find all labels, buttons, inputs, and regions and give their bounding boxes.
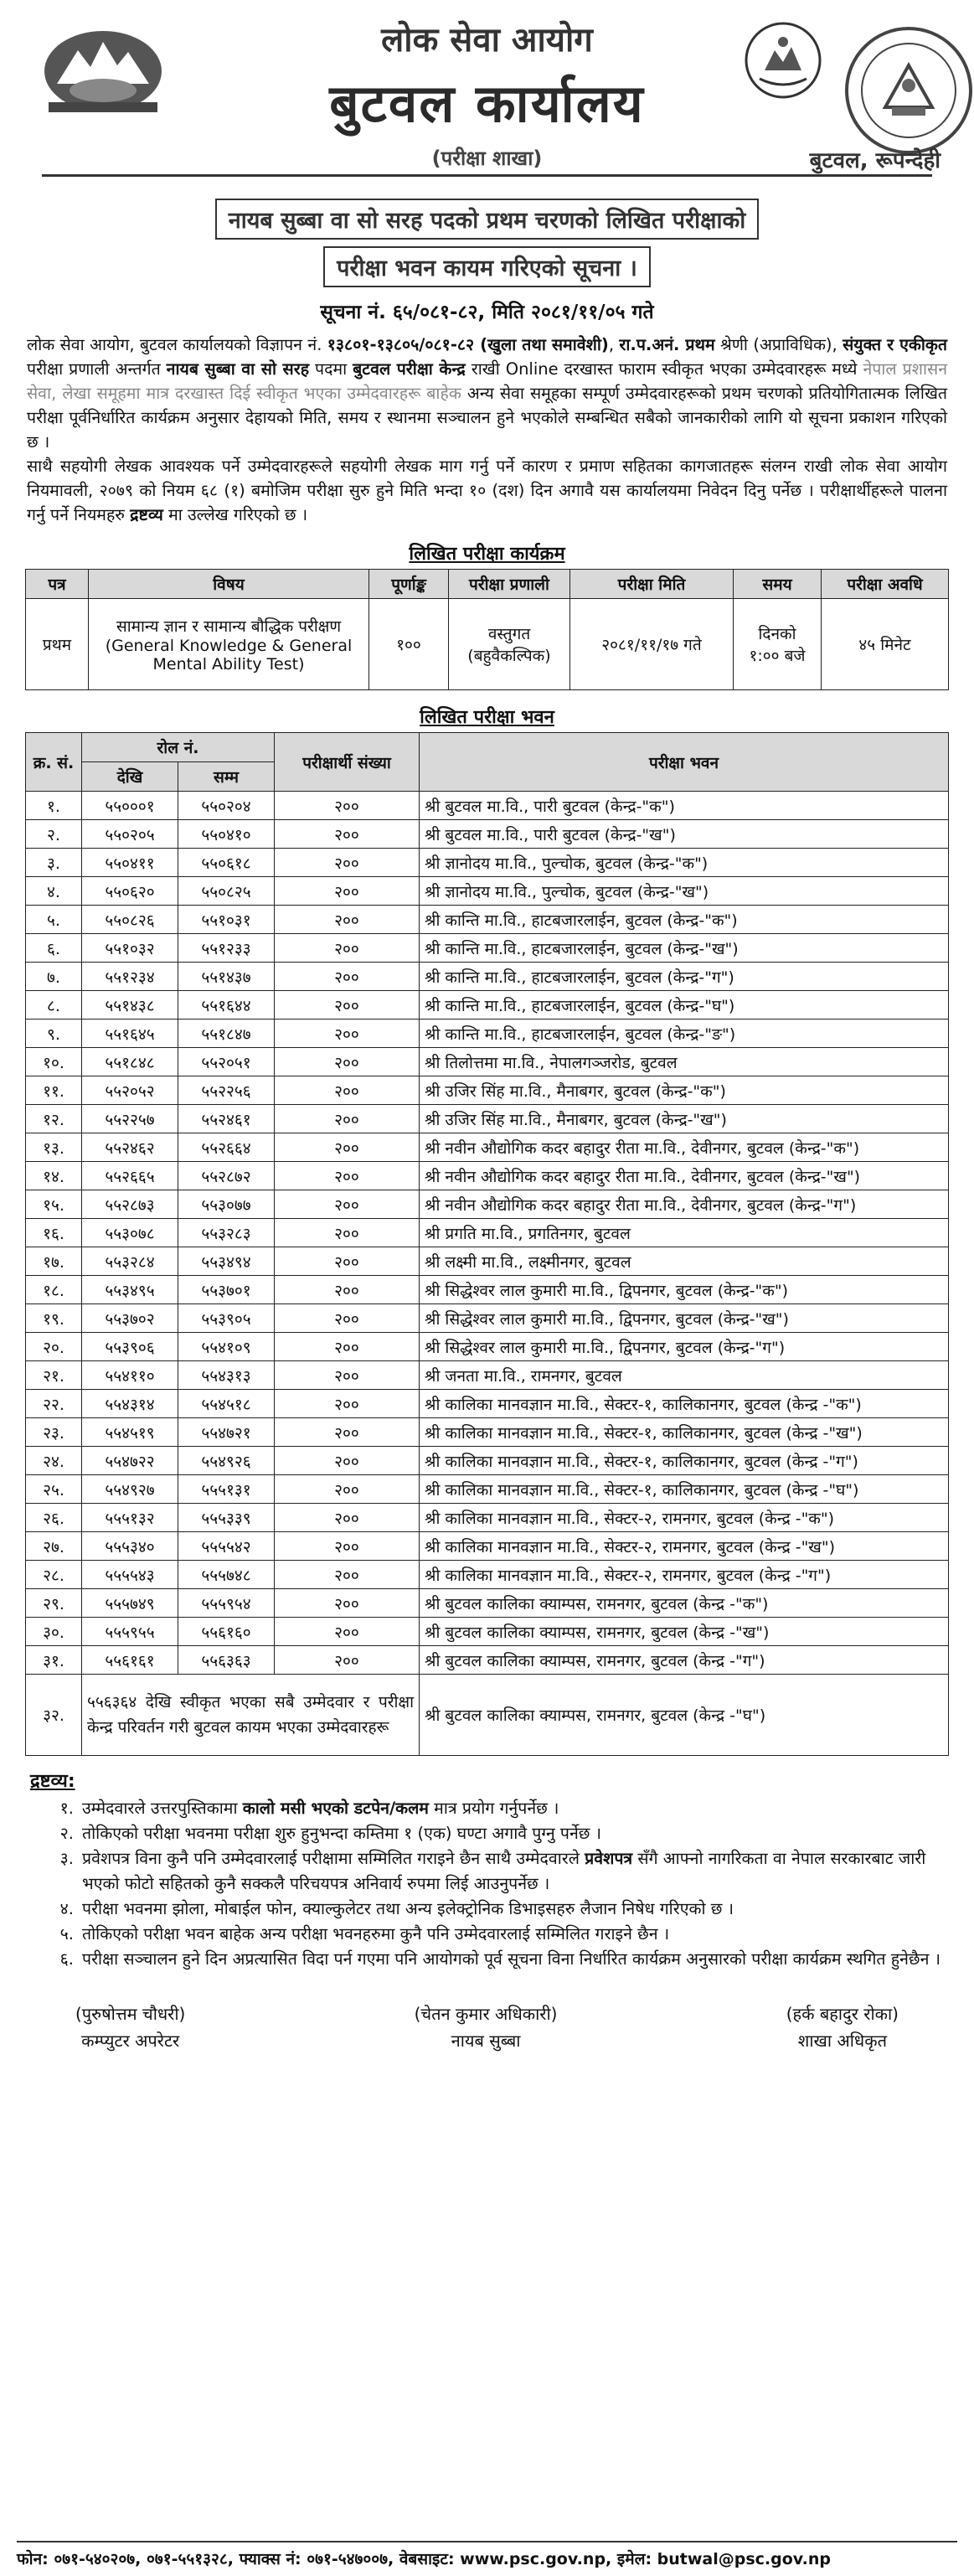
serial-cell: ४. [26,877,82,906]
header-cell: परीक्षार्थी संख्या [275,733,420,792]
count-cell: २०० [275,1561,420,1589]
note-text-part: मात्र प्रयोग गर्नुपर्नेछ । [428,1799,559,1818]
note-number: २. [59,1824,74,1843]
center-text: बुटवल परीक्षा केन्द्र [353,359,466,379]
table-row [26,1561,949,1589]
marks-cell: १०० [369,599,449,690]
roll-to-cell: ५५०४१० [178,820,275,849]
note-item [25,1846,949,1897]
notes-list [25,1796,949,1972]
serial-cell: २९. [26,1589,82,1618]
hall-cell: श्री उजिर सिंह मा.वि., मैनाबगर, बुटवल (केन्द्र-"क") [420,1076,949,1105]
notice-title-line1: नायब सुब्बा वा सो सरह पदको प्रथम चरणको लिखित परीक्षाको [215,199,760,240]
table-row [26,792,949,820]
serial-cell: २. [26,820,82,849]
count-cell: २०० [275,1219,420,1247]
table-header-row [26,733,949,762]
note-number: १. [59,1799,74,1818]
excluded-text: नेपाल प्रशासन सेवा, लेखा समूहमा मात्र दरखास्त दिई स्वीकृत भएका उम्मेदवारहरू बाहेक [27,359,948,403]
post-text: नायब सुब्बा वा सो सरह [166,359,310,379]
notice-title-line2: परीक्षा भवन कायम गरिएको सूचना । [323,246,651,287]
serial-cell: २३. [26,1418,82,1447]
roll-to-cell: ५५१०३१ [178,906,275,934]
hall-cell: श्री कालिका मानवज्ञान मा.वि., सेक्टर-२, रामनगर, बुटवल (केन्द्र -"ख") [420,1532,949,1561]
roll-from-cell: ५५३२८४ [82,1247,178,1276]
roll-from-cell: ५५२६६५ [82,1162,178,1190]
table-row [26,1675,949,1756]
roll-from-cell: ५५२४६२ [82,1133,178,1162]
hall-cell: श्री तिलोत्तमा मा.वि., नेपालगञ्जरोड, बुटवल [420,1048,949,1076]
count-cell: २०० [275,1646,420,1675]
signature-block [786,2000,899,2054]
table-row [26,1532,949,1561]
signer-title: शाखा अधिकृत [797,2031,887,2051]
note-number: ५. [59,1924,74,1944]
table-row [26,599,949,690]
roll-to-cell: ५५०८२५ [178,877,275,906]
table-row [26,1361,949,1390]
roll-from-cell: ५५०४११ [82,849,178,877]
note-item [25,1922,949,1947]
schedule-title [25,540,949,565]
signer-name: (पुरुषोत्तम चौधरी) [75,2004,186,2024]
count-cell: २०० [275,1361,420,1390]
roll-from-cell: ५५४९२७ [82,1475,178,1504]
hall-cell: श्री कान्ति मा.वि., हाटबजारलाईन, बुटवल (केन्द्र-"ग") [420,963,949,991]
roll-from-cell: ५५५३४० [82,1532,178,1561]
roll-to-cell: ५५४९२६ [178,1447,275,1475]
count-cell: २०० [275,1333,420,1361]
roll-to-cell: ५५४१०९ [178,1333,275,1361]
count-cell: २०० [275,1076,420,1105]
roll-to-cell: ५५४७२१ [178,1418,275,1447]
hall-cell: श्री कालिका मानवज्ञान मा.वि., सेक्टर-१, कालिकानगर, बुटवल (केन्द्र -"क") [420,1390,949,1418]
advert-number: १३८०१-१३८०५/०८१-८२ (खुला तथा समावेशी) [327,335,609,354]
header-cell: क्र. सं. [26,733,82,792]
header-cell: पूर्णाङ्क [369,570,449,599]
note-text-part: प्रवेशपत्र विना कुनै पनि उम्मेदवारलाई परीक्षामा सम्मिलित गराइने छैन साथै उम्मेदवारले [82,1849,585,1868]
count-cell: २०० [275,1133,420,1162]
note-number: ३. [59,1849,74,1868]
serial-cell: २७. [26,1532,82,1561]
signature-block [75,2000,185,2054]
note-text-part: परीक्षा भवनमा झोला, मोबाईल फोन, क्याल्कुलेटर तथा अन्य इलेक्ट्रोनिक डिभाइसहरु लैजान निषेध गरिएको छ । [82,1899,734,1918]
branch-name: (परीक्षा शाखा) [431,147,543,170]
hall-cell: श्री कालिका मानवज्ञान मा.वि., सेक्टर-२, रामनगर, बुटवल (केन्द्र -"ग") [420,1561,949,1589]
serial-cell: १८. [26,1276,82,1304]
roll-to-cell: ५५३९०५ [178,1304,275,1333]
serial-cell: ८. [26,991,82,1020]
serial-cell: ३१. [26,1646,82,1675]
time-line2: १:०० बजे [749,647,806,665]
hall-cell: श्री कालिका मानवज्ञान मा.वि., सेक्टर-१, कालिकानगर, बुटवल (केन्द्र -"घ") [420,1475,949,1504]
subject-np: सामान्य ज्ञान र सामान्य बौद्धिक परीक्षण [116,617,342,636]
roll-from-cell: ५५४७२२ [82,1447,178,1475]
roll-to-cell: ५५१६४४ [178,991,275,1020]
serial-cell: २६. [26,1504,82,1532]
count-cell: २०० [275,991,420,1020]
hall-cell: श्री उजिर सिंह मा.वि., मैनाबगर, बुटवल (केन्द्र-"ख") [420,1105,949,1133]
roll-to-cell: ५५४३१३ [178,1361,275,1390]
serial-cell: १०. [26,1048,82,1076]
hall-cell: श्री ज्ञानोदय मा.वि., पुल्चोक, बुटवल (केन्द्र-"क") [420,849,949,877]
table-row [26,1048,949,1076]
serial-cell: १३. [26,1133,82,1162]
serial-cell: ७. [26,963,82,991]
serial-cell: ५. [26,906,82,934]
table-row [26,1219,949,1247]
hall-cell: श्री नवीन औद्योगिक कदर बहादुर रीता मा.वि., देवीनगर, बुटवल (केन्द्र-"क") [420,1133,949,1162]
serial-cell: २१. [26,1361,82,1390]
hall-cell: श्री कान्ति मा.वि., हाटबजारलाईन, बुटवल (केन्द्र-"घ") [420,991,949,1020]
table-row [26,1504,949,1532]
intro-paragraph [27,333,947,454]
note-item [25,1947,949,1972]
roll-from-cell: ५५४३१४ [82,1390,178,1418]
roll-to-cell: ५५१४३७ [178,963,275,991]
serial-cell: ११. [26,1076,82,1105]
count-cell: २०० [275,1304,420,1333]
roll-from-cell: ५५२८७३ [82,1190,178,1219]
schedule-title-text: लिखित परीक्षा कार्यक्रम [409,544,565,565]
roll-to-cell: ५५३७०१ [178,1276,275,1304]
table-row [26,1162,949,1190]
system-line2: (बहुवैकल्पिक) [467,647,551,665]
hall-cell: श्री सिद्धेश्वर लाल कुमारी मा.वि., द्विपनगर, बुटवल (केन्द्र-"क") [420,1276,949,1304]
roll-to-cell: ५५३२८३ [178,1219,275,1247]
hall-cell: श्री सिद्धेश्वर लाल कुमारी मा.वि., द्विपनगर, बुटवल (केन्द्र-"ख") [420,1304,949,1333]
note-ref: द्रष्टव्य [130,505,163,524]
hall-cell: श्री बुटवल कालिका क्याम्पस, रामनगर, बुटवल (केन्द्र -"ग") [420,1646,949,1675]
roll-from-cell: ५५४५१९ [82,1418,178,1447]
text: लोक सेवा आयोग, बुटवल कार्यालयको विज्ञापन नं. [27,335,327,354]
text: राखी Online दरखास्त फाराम स्वीकृत भएका उम्मेदवारहरू मध्ये [465,359,863,379]
count-cell: २०० [275,1447,420,1475]
halls-table [25,732,949,1756]
roll-from-cell: ५५३४९५ [82,1276,178,1304]
note-text [82,1821,949,1846]
time-line1: दिनको [758,625,796,643]
header-cell: रोल नं. [82,733,275,762]
table-row [26,1190,949,1219]
signature-block [415,2000,558,2054]
roll-from-cell: ५५४११० [82,1361,178,1390]
table-row [26,1475,949,1504]
count-cell: २०० [275,1276,420,1304]
roll-to-cell: ५५४५१८ [178,1390,275,1418]
text: पदमा [309,359,353,379]
header-cell: परीक्षा अवधि [822,570,949,599]
roll-to-cell: ५५५७४८ [178,1561,275,1589]
table-row [26,1020,949,1048]
roll-from-cell: ५५१८४८ [82,1048,178,1076]
roll-from-cell: ५५३७०२ [82,1304,178,1333]
table-row [26,1276,949,1304]
count-cell: २०० [275,1589,420,1618]
roll-from-cell: ५५६१६१ [82,1646,178,1675]
roll-from-cell: ५५२०५२ [82,1076,178,1105]
serial-cell: १. [26,792,82,820]
roll-from-cell: ५५२२५७ [82,1105,178,1133]
note-text-part: सँगै आफ्नो नागरिकता वा नेपाल सरकारबाट जारी भएको फोटो सहितको कुनै सक्कलै परिचयपत्र अनिवार्य रुपमा लिई आउनुपर्नेछ । [82,1849,926,1893]
notes-title: द्रष्टव्य: [30,1771,75,1792]
count-cell: २०० [275,1105,420,1133]
hall-cell: श्री सिद्धेश्वर लाल कुमारी मा.वि., द्विपनगर, बुटवल (केन्द्र-"ग") [420,1333,949,1361]
roll-from-cell: ५५०६२० [82,877,178,906]
roll-to-cell: ५५२६६४ [178,1133,275,1162]
serial-cell: ३०. [26,1618,82,1646]
header-cell: परीक्षा प्रणाली [449,570,570,599]
table-row [26,849,949,877]
table-row [26,1390,949,1418]
halls-table-body [26,792,949,1756]
schedule-table [25,569,949,690]
header-cell: विषय [89,570,369,599]
note-item [25,1821,949,1846]
roll-description-cell: ५५६३६४ देखि स्वीकृत भएका सबै उम्मेदवार र परीक्षा केन्द्र परिवर्तन गरी बुटवल कायम भएका उम्मेदवारहरू [82,1675,420,1756]
notice-number: सूचना नं. ६५/०८१-८२, मिति २०८१/११/०५ गते [320,302,654,323]
note-emphasis: कालो मसी भएको डटपेन/कलम [242,1799,429,1818]
text: , [608,335,620,354]
serial-cell: १५. [26,1190,82,1219]
system-line1: वस्तुगत [487,625,531,643]
table-row [26,820,949,849]
notice-titles [25,195,949,291]
halls-title-text: लिखित परीक्षा भवन [420,707,554,728]
count-cell: २०० [275,877,420,906]
hall-cell: श्री बुटवल कालिका क्याम्पस, रामनगर, बुटवल (केन्द्र -"ख") [420,1618,949,1646]
signer-title: कम्प्युटर अपरेटर [81,2031,180,2051]
table-header-row [26,570,949,599]
note-item [25,1796,949,1821]
count-cell: २०० [275,906,420,934]
subject-en: (General Knowledge & General Mental Ability Test) [105,637,353,674]
note-emphasis: प्रवेशपत्र [585,1849,633,1868]
hall-cell: श्री कालिका मानवज्ञान मा.वि., सेक्टर-१, कालिकानगर, बुटवल (केन्द्र -"ख") [420,1418,949,1447]
header-cell: परीक्षा भवन [420,733,949,792]
roll-from-cell: ५५५१३२ [82,1504,178,1532]
text: मा उल्लेख गरिएको छ । [162,505,308,524]
table-row [26,1418,949,1447]
hall-cell: श्री कालिका मानवज्ञान मा.वि., सेक्टर-१, कालिकानगर, बुटवल (केन्द्र -"ग") [420,1447,949,1475]
table-row [26,1247,949,1276]
roll-to-cell: ५५३४९४ [178,1247,275,1276]
table-row [26,1304,949,1333]
hall-cell: श्री कान्ति मा.वि., हाटबजारलाईन, बुटवल (केन्द्र-"ख") [420,934,949,963]
roll-from-cell: ५५३९०६ [82,1333,178,1361]
hall-cell: श्री कान्ति मा.वि., हाटबजारलाईन, बुटवल (केन्द्र-"क") [420,906,949,934]
hall-cell: श्री कालिका मानवज्ञान मा.वि., सेक्टर-२, रामनगर, बुटवल (केन्द्र -"क") [420,1504,949,1532]
table-row [26,1646,949,1675]
serial-cell: ३. [26,849,82,877]
note-text [82,1922,949,1947]
office-name: बुटवल कार्यालय [329,73,645,134]
count-cell: २०० [275,934,420,963]
roll-from-cell: ५५१६४५ [82,1020,178,1048]
hall-cell: श्री नवीन औद्योगिक कदर बहादुर रीता मा.वि., देवीनगर, बुटवल (केन्द्र-"ख") [420,1162,949,1190]
roll-to-cell: ५५५३३९ [178,1504,275,1532]
date-cell: २०८१/११/१७ गते [570,599,734,690]
hall-cell: श्री बुटवल कालिका क्याम्पस, रामनगर, बुटवल (केन्द्र -"क") [420,1589,949,1618]
hall-cell: श्री ज्ञानोदय मा.वि., पुल्चोक, बुटवल (केन्द्र-"ख") [420,877,949,906]
table-row [26,991,949,1020]
roll-to-cell: ५५२८७२ [178,1162,275,1190]
hall-cell: श्री कान्ति मा.वि., हाटबजारलाईन, बुटवल (केन्द्र-"ङ") [420,1020,949,1048]
hall-cell: श्री बुटवल कालिका क्याम्पस, रामनगर, बुटवल (केन्द्र -"घ") [420,1675,949,1756]
office-address: बुटवल, रूपन्देही [809,148,941,173]
header-cell: समय [734,570,822,599]
roll-to-cell: ५५५५४२ [178,1532,275,1561]
note-text [82,1846,949,1897]
footer-contact: फोन: ०७१-५४०२०७, ०७१-५५१३२८, फ्याक्स नं: ०७१-५४७००७, वेबसाइट: www.psc.gov.np, इमेल: butwal@psc.gov.np [17,2541,957,2569]
org-name: लोक सेवा आयोग [381,20,593,59]
count-cell: २०० [275,849,420,877]
roll-from-cell: ५५५७४९ [82,1589,178,1618]
text: श्रेणी (अप्राविधिक), [714,335,843,354]
signer-title: नायब सुब्बा [451,2031,521,2051]
subject-cell [89,599,369,690]
count-cell: २०० [275,1390,420,1418]
note-text [82,1796,949,1821]
table-row [26,1447,949,1475]
time-cell [734,599,822,690]
note-text [82,1947,949,1972]
hall-cell: श्री नवीन औद्योगिक कदर बहादुर रीता मा.वि., देवीनगर, बुटवल (केन्द्र-"ग") [420,1190,949,1219]
paper-cell: प्रथम [26,599,89,690]
serial-cell: १२. [26,1105,82,1133]
roll-from-cell: ५५०२०५ [82,820,178,849]
count-cell: २०० [275,792,420,820]
header-cell: पत्र [26,570,89,599]
roll-from-cell: ५५५९५५ [82,1618,178,1646]
serial-cell: ६. [26,934,82,963]
table-row [26,1589,949,1618]
count-cell: २०० [275,1048,420,1076]
roll-from-cell: ५५१०३२ [82,934,178,963]
table-row [26,963,949,991]
serial-cell: १६. [26,1219,82,1247]
roll-to-cell: ५५३०७७ [178,1190,275,1219]
roll-to-cell: ५५२०५१ [178,1048,275,1076]
table-row [26,934,949,963]
helper-paragraph [27,454,947,527]
hall-cell: श्री प्रगति मा.वि., प्रगतिनगर, बुटवल [420,1219,949,1247]
note-text-part: परीक्षा सञ्चालन हुने दिन अप्रत्यासित विदा पर्न गएमा पनि आयोगको पूर्व सूचना विना निर्धारित कार्यक्रम अनुसारको परीक्षा कार्यक्रम स्थगित हुनेछैन । [82,1949,941,1969]
header-cell: परीक्षा मिति [570,570,734,599]
count-cell: २०० [275,1618,420,1646]
count-cell: २०० [275,1190,420,1219]
serial-cell: १४. [26,1162,82,1190]
roll-to-cell: ५५२४६१ [178,1105,275,1133]
text: अन्य सेवा समूहका सम्पूर्ण उम्मेदवारहरूको प्रथम चरणको प्रतियोगितात्मक लिखित परीक्षा पूर्वनिर्धारित कार्यक्रम अनुसार देहायको मिति, समय र स्थानमा सञ्चालन हुने भएकोले सम्बन्धित सबैको जानकारीको लागि यो सूचना प्रकाशन गरिएको छ । [27,384,948,452]
roll-to-cell: ५५५१३१ [178,1475,275,1504]
count-cell: २०० [275,1162,420,1190]
roll-from-cell: ५५३०७८ [82,1219,178,1247]
count-cell: २०० [275,1532,420,1561]
hall-cell: श्री बुटवल मा.वि., पारी बुटवल (केन्द्र-"क") [420,792,949,820]
table-row [26,1076,949,1105]
serial-cell: २४. [26,1447,82,1475]
header-divider [42,174,932,177]
serial-cell: ३२. [26,1675,82,1756]
note-text-part: तोकिएको परीक्षा भवन बाहेक अन्य परीक्षा भवनहरुमा कुनै पनि उम्मेदवारलाई सम्मिलित गराइने छैन । [82,1924,670,1944]
signer-name: (हर्क बहादुर रोका) [786,2004,899,2024]
table-row [26,906,949,934]
serial-cell: २०. [26,1333,82,1361]
serial-cell: २५. [26,1475,82,1504]
duration-cell: ४५ मिनेट [822,599,949,690]
roll-to-cell: ५५०६१८ [178,849,275,877]
halls-title [25,704,949,729]
hall-cell: श्री लक्ष्मी मा.वि., लक्ष्मीनगर, बुटवल [420,1247,949,1276]
hall-cell: श्री जनता मा.वि., रामनगर, बुटवल [420,1361,949,1390]
signer-name: (चेतन कुमार अधिकारी) [414,2004,558,2024]
hall-cell: श्री बुटवल मा.वि., पारी बुटवल (केन्द्र-"ख") [420,820,949,849]
roll-to-cell: ५५६१६० [178,1618,275,1646]
roll-to-cell: ५५२२५६ [178,1076,275,1105]
note-item [25,1897,949,1922]
roll-from-cell: ५५०८२६ [82,906,178,934]
note-text [82,1897,949,1922]
roll-to-cell: ५५५९५४ [178,1589,275,1618]
roll-from-cell: ५५०००१ [82,792,178,820]
count-cell: २०० [275,963,420,991]
text: परीक्षा प्रणाली अन्तर्गत [27,359,167,379]
header-cell: सम्म [178,762,275,792]
count-cell: २०० [275,1247,420,1276]
text: साथै सहयोगी लेखक आवश्यक पर्ने उम्मेदवारहरूले सहयोगी लेखक माग गर्नु पर्ने कारण र प्रमाण सहितका कागजातहरू संलग्न राखी लोक सेवा आयोग नियमावली, २०७९ को नियम ६८ (१) बमोजिम परीक्षा सुरु हुने मिति भन्दा १० (दश) दिन अगावै यस कार्यालयमा निवेदन दिनु पर्नेछ । परीक्षार्थीहरूले पालना गर्नु पर्ने नियमहरु [27,457,947,524]
roll-to-cell: ५५६३६३ [178,1646,275,1675]
roll-to-cell: ५५०२०४ [178,792,275,820]
count-cell: २०० [275,1020,420,1048]
serial-cell: ९. [26,1020,82,1048]
roll-from-cell: ५५१२३४ [82,963,178,991]
count-cell: २०० [275,820,420,849]
class-text: रा.प.अनं. प्रथम [619,335,715,354]
system-cell [449,599,570,690]
serial-cell: २२. [26,1390,82,1418]
system-text: संयुक्त र एकीकृत [843,335,947,354]
note-number: ६. [59,1949,74,1969]
table-row [26,877,949,906]
roll-from-cell: ५५५५४३ [82,1561,178,1589]
roll-to-cell: ५५१८४७ [178,1020,275,1048]
table-row [26,1133,949,1162]
serial-cell: २८. [26,1561,82,1589]
count-cell: २०० [275,1475,420,1504]
table-row [26,1618,949,1646]
serial-cell: १९. [26,1304,82,1333]
roll-from-cell: ५५१४३८ [82,991,178,1020]
roll-to-cell: ५५१२३३ [178,934,275,963]
count-cell: २०० [275,1504,420,1532]
note-text-part: तोकिएको परीक्षा भवनमा परीक्षा शुरु हुनुभन्दा कम्तिमा १ (एक) घण्टा अगावै पुग्नु पर्नेछ । [82,1824,602,1843]
signatures [25,2000,949,2054]
note-number: ४. [59,1899,74,1918]
table-row [26,1333,949,1361]
serial-cell: १७. [26,1247,82,1276]
header [25,0,949,180]
table-row [26,1105,949,1133]
header-cell: देखि [82,762,178,792]
count-cell: २०० [275,1418,420,1447]
note-text-part: उम्मेदवारले उत्तरपुस्तिकामा [82,1799,243,1818]
